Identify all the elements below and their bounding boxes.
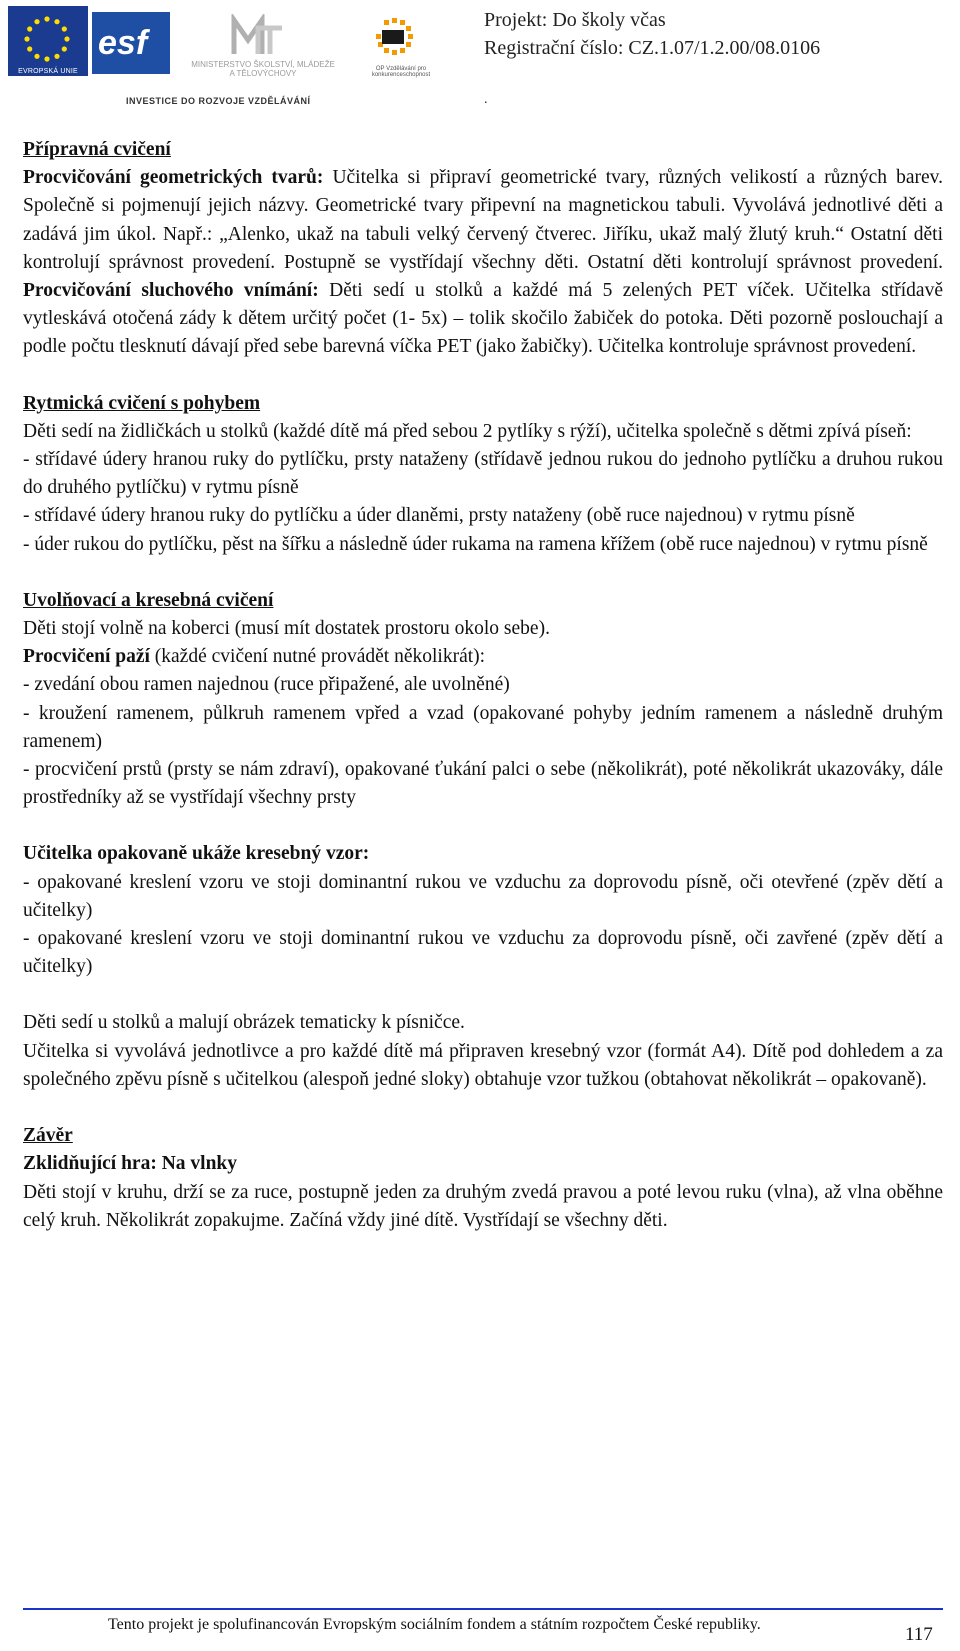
op-vk-logo — [356, 14, 446, 84]
esf-logo — [92, 12, 170, 74]
subheading-na-vlnky: Zklidňující hra: Na vlnky — [23, 1153, 238, 1175]
logo-tagline: INVESTICE DO ROZVOJE VZDĚLÁVÁNÍ — [126, 96, 311, 106]
list-item: - opakované kreslení vzoru ve stoji dominantní rukou ve vzduchu za doprovodu písně, oči zavřené (zpěv dětí a učitelky) — [23, 928, 943, 978]
text-geometricke-tvary: Učitelka si připraví geometrické tvary, různých velikostí a různých barev. Společně si pojmenují jejich názvy. Geometrické tvary připevní na magnetickou tabuli. Vyvolává jednotlivé děti a zadává jim úkol. Např.: „Alenko, ukaž na tabuli velký červený čtverec. Jiříku, ukaž malý žlutý kruh.“ Ostatní děti kontrolují správnost provedení. Postupně se vystřídají všechny děti. Ostatní děti kontrolují správnost provedení. — [23, 167, 944, 273]
eu-flag-logo — [8, 6, 88, 76]
list-item: - kroužení ramenem, půlkruh ramenem vpřed a vzad (opakované pohyby jedním ramenem a následně druhým ramenem) — [23, 702, 943, 752]
list-item: - střídavé údery hranou ruky do pytlíčku, prsty nataženy (střídavě jednou rukou do jednoho pytlíčku a druhou rukou do druhého pytlíčku) v rytmu písně — [23, 449, 943, 499]
text-sluchove-vnimani: Děti sedí u stolků a každé má 5 zelených PET víček. Učitelka střídavě vytleskává otočená zády k dětem určitý počet (1- 5x) – tolik skočilo žabiček do potoka. Děti pozorně poslouchají a podle počtu tlesknutí dávají před sebe barevná víčka PET (jako žabičky). Učitelka kontroluje správnost provedení. — [23, 280, 943, 358]
subheading-kresebny-vzor: Učitelka opakovaně ukáže kresebný vzor: — [23, 843, 370, 865]
zaver-text: Děti stojí v kruhu, drží se za ruce, postupně jeden za druhým zvedá pravou a poté levou ruku (vlna), až vlna oběhne celý kruh. Několikrát zopakujme. Začíná vždy jiné dítě. Vystřídají se všechny děti. — [23, 1181, 943, 1231]
list-item: - úder rukou do pytlíčku, pěst na šířku a následně úder rukama na ramena křížem (obě ruce najednou) v rytmu písně — [23, 533, 928, 555]
list-item: - zvedání obou ramen najednou (ruce připažené, ale uvolněné) — [23, 674, 510, 696]
subheading-sluchove-vnimani: Procvičování sluchového vnímání: — [23, 280, 319, 302]
footer-rule — [23, 1608, 943, 1610]
paze-rest: (každé cvičení nutné provádět několikrát): — [149, 646, 486, 668]
section-heading-zaver: Závěr — [23, 1125, 73, 1147]
msmt-caption: MINISTERSTVO ŠKOLSTVÍ, MLÁDEŽE A TĚLOVÝCHOVY — [191, 60, 335, 78]
op-caption: OP Vzdělávání pro konkurenceschopnost — [371, 66, 431, 78]
op-emblem-icon — [356, 14, 446, 66]
section-heading-pripravna: Přípravná cvičení — [23, 139, 171, 160]
list-item: - střídavé údery hranou ruky do pytlíčku a úder dlaněmi, prsty nataženy (obě ruce najednou) v rytmu písně — [23, 505, 855, 527]
kresebny-paragraph-1: Děti sedí u stolků a malují obrázek tematicky k písničce. — [23, 1012, 465, 1034]
eu-caption: EVROPSKÁ UNIE — [18, 68, 78, 75]
header-logos — [8, 6, 468, 116]
rytmicka-intro: Děti sedí na židličkách u stolků (každé dítě má před sebou 2 pytlíky s rýží), učitelka společně s dětmi zpívá píseň: — [23, 420, 912, 442]
paze-line — [23, 643, 943, 671]
kresebny-paragraph-2: Učitelka si vyvolává jednotlivce a pro každé dítě má připraven kresebný vzor (formát A4). Dítě pod dohledem a za společného zpěvu písně s učitelkou (alespoň jedné sloky) obtahuje vzor tužkou (obtahovat několikrát – opakovaně). — [23, 1040, 943, 1090]
section-heading-rytmicka: Rytmická cvičení s pohybem — [23, 392, 261, 414]
page-number: 117 — [905, 1624, 933, 1645]
eu-stars-icon — [22, 14, 72, 64]
msmt-emblem-icon — [228, 14, 288, 58]
uvolnovaci-intro: Děti stojí volně na koberci (musí mít dostatek prostoru okolo sebe). — [23, 618, 550, 640]
document-body — [23, 136, 943, 1235]
project-name: Projekt: Do školy včas — [484, 9, 666, 31]
list-item: - procvičení prstů (prsty se nám zdraví), opakované ťukání palci o sebe (několikrát), poté několikrát ukazováky, dále prostředníky až se vystřídají všechny prsty — [23, 759, 943, 809]
header-dot: . — [484, 92, 488, 107]
subheading-geometricke-tvary: Procvičování geometrických tvarů: — [23, 167, 324, 189]
msmt-logo — [188, 14, 338, 84]
list-item: - opakované kreslení vzoru ve stoji dominantní rukou ve vzduchu za doprovodu písně, oči otevřené (zpěv dětí a učitelky) — [23, 871, 943, 921]
esf-logo-text: esf — [98, 24, 148, 62]
section-heading-uvolnovaci: Uvolňovací a kresebná cvičení — [23, 589, 274, 611]
subheading-paze: Procvičení paží — [23, 646, 150, 668]
footer-text: Tento projekt je spolufinancován Evropským sociálním fondem a státním rozpočtem České republiky. — [108, 1616, 761, 1633]
registration-number: Registrační číslo: CZ.1.07/1.2.00/08.0106 — [484, 37, 821, 59]
paragraph-geometricke-tvary — [23, 164, 943, 361]
project-info — [484, 6, 820, 62]
